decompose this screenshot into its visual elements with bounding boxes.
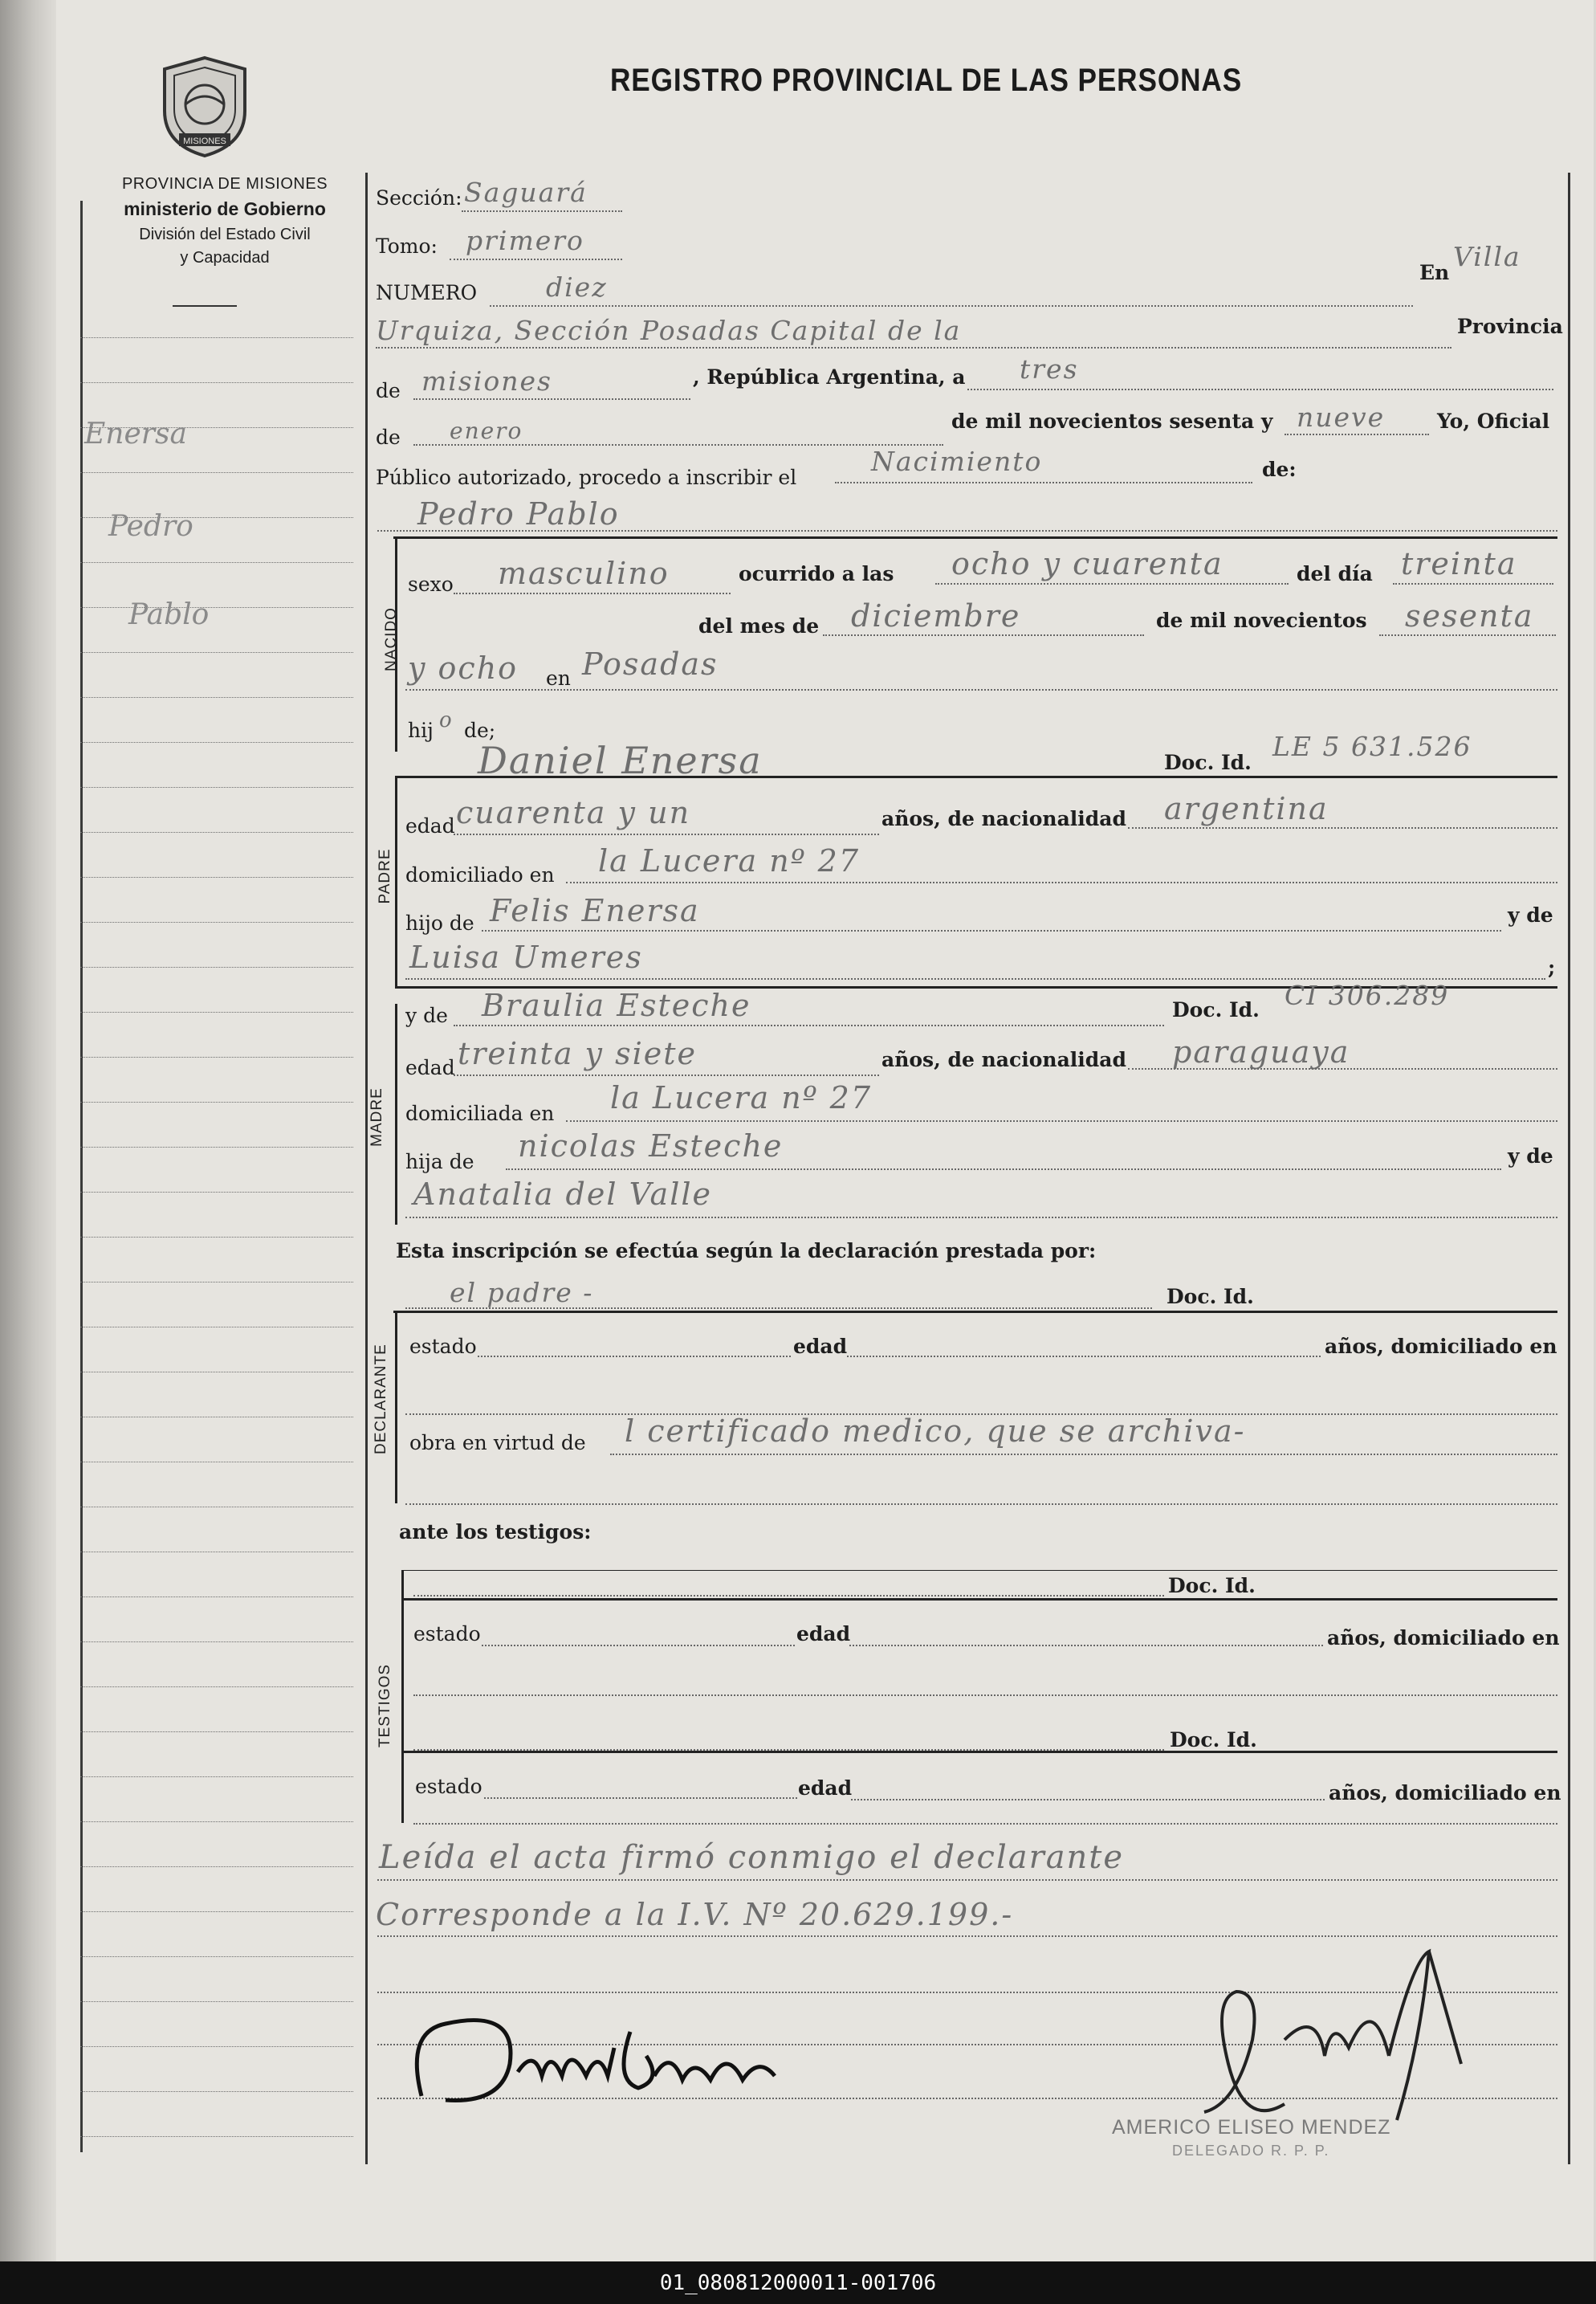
hora-line: [935, 583, 1289, 585]
sexo-label: sexo: [408, 573, 454, 596]
tomo-line: [450, 259, 622, 260]
madre-edad-value: treinta y siete: [458, 1036, 698, 1071]
madre-madre-value: Anatalia del Valle: [413, 1176, 712, 1212]
left-margin-line: [80, 967, 353, 968]
anio-value: nueve: [1297, 402, 1386, 433]
left-margin-line: [80, 2001, 353, 2002]
dia-line: [967, 389, 1553, 390]
publico-label: Público autorizado, procedo a inscribir el: [376, 466, 797, 489]
nombre-value: Pedro Pablo: [417, 496, 620, 532]
left-margin-line: [80, 1596, 353, 1597]
declarante-estado-label: estado: [409, 1335, 477, 1358]
testigos-label: ante los testigos:: [399, 1520, 592, 1543]
padre-top-rule: [395, 776, 1557, 778]
testigo1-estado-label: estado: [413, 1622, 481, 1645]
declarant-signature-icon: [397, 2000, 815, 2120]
nota-2-line: [377, 1935, 1557, 1937]
testigo1-estado-line: [482, 1645, 795, 1646]
official-signature-icon: [1188, 1943, 1477, 2136]
provincia-label: Provincia: [1457, 315, 1563, 338]
testigo2-estado-line: [484, 1797, 797, 1799]
obra-label: obra en virtud de: [409, 1431, 586, 1454]
mes-nac-line: [823, 634, 1144, 636]
testigo2-edad-line: [851, 1799, 1325, 1800]
left-margin-line: [80, 1686, 353, 1687]
yo-oficial-label: Yo, Oficial: [1437, 410, 1550, 433]
left-margin-line: [80, 1821, 353, 1822]
testigos-top-rule: [401, 1570, 1557, 1571]
left-margin-line: [80, 1102, 353, 1103]
testigo1-dom-line: [413, 1694, 1557, 1696]
left-margin-line: [80, 787, 353, 788]
numero-line: [490, 305, 1413, 307]
de-semicolon-label: de;: [464, 719, 496, 742]
left-margin-line: [80, 1866, 353, 1867]
header-divider: [173, 305, 237, 307]
testigo2-edad-label: edad: [798, 1776, 853, 1800]
madre-nac-label: años, de nacionalidad: [881, 1048, 1126, 1071]
declarante-estado-line: [478, 1356, 791, 1357]
testigos-side-label: TESTIGOS: [377, 1663, 393, 1747]
left-margin-line: [80, 607, 353, 608]
obra-line: [610, 1454, 1557, 1455]
testigo1-name-line: [413, 1595, 1164, 1596]
declarante-bottom-line: [405, 1503, 1557, 1505]
seccion-label: Sección:: [376, 186, 462, 210]
nota-1-line: [377, 1879, 1557, 1881]
padre-doc-label: Doc. Id.: [1164, 751, 1252, 774]
padre-nac-value: argentina: [1164, 791, 1329, 826]
declarante-edad-line: [847, 1356, 1321, 1357]
left-margin-line: [80, 562, 353, 563]
lugar-nac-line: [405, 689, 1557, 691]
madre-doc-value: CI 306.289: [1285, 980, 1450, 1011]
left-margin-line: [80, 382, 353, 383]
madre-padre-value: nicolas Esteche: [518, 1128, 784, 1164]
testigo1-anios-label: años, domiciliado en: [1327, 1626, 1560, 1650]
declarante-anios-label: años, domiciliado en: [1325, 1335, 1557, 1358]
padre-hijo-label: hijo de: [405, 911, 474, 935]
nacido-side-label: NACIDO: [383, 607, 400, 671]
document-title: REGISTRO PROVINCIAL DE LAS PERSONAS: [610, 63, 1243, 98]
image-id-bar: [0, 2261, 1596, 2304]
obra-value: l certificado medico, que se archiva-: [625, 1413, 1246, 1449]
office-line-1: PROVINCIA DE MISIONES: [121, 175, 328, 193]
padre-edad-line: [454, 834, 879, 835]
testigo1-edad-label: edad: [796, 1622, 851, 1645]
padre-edad-value: cuarenta y un: [456, 795, 691, 830]
testigo1-edad-line: [849, 1645, 1323, 1646]
de-label-2: de: [376, 426, 401, 449]
nombre-line: [377, 530, 1557, 532]
left-margin-line: [80, 337, 353, 338]
anio-line: [1285, 434, 1429, 435]
lugar-line: [376, 347, 1451, 349]
left-margin-line: [80, 1911, 353, 1912]
margin-given-2: Pablo: [128, 598, 210, 631]
padre-doc-value: LE 5 631.526: [1272, 731, 1472, 762]
nota-1: Leída el acta firmó conmigo el declarante: [379, 1839, 1125, 1876]
nacido-top-rule: [393, 536, 1557, 539]
en-value: Villa: [1453, 241, 1521, 272]
madre-nac-value: paraguaya: [1172, 1034, 1350, 1070]
official-stamp-role: DELEGADO R. P. P.: [1172, 2143, 1330, 2159]
padre-padre-line: [482, 930, 1501, 932]
left-margin-line: [80, 1147, 353, 1148]
seccion-line: [462, 210, 622, 212]
provincia-value: misiones: [421, 365, 552, 397]
de-colon-label: de:: [1262, 458, 1297, 481]
left-margin-line: [80, 877, 353, 878]
acto-value: Nacimiento: [871, 446, 1043, 477]
hijo-suffix: o: [439, 708, 454, 732]
sexo-value: masculino: [498, 556, 670, 591]
left-margin-line: [80, 2136, 353, 2137]
declarante-side-label: DECLARANTE: [373, 1344, 389, 1454]
mes-line: [413, 444, 943, 446]
margin-surname: Enersa: [84, 418, 187, 451]
left-margin-line: [80, 742, 353, 743]
anio-nac2-value: y ocho: [408, 650, 519, 686]
madre-hija-label: hija de: [405, 1150, 474, 1173]
madre-doc-label: Doc. Id.: [1172, 998, 1260, 1022]
padre-dom-line: [566, 882, 1557, 883]
testigo2-rule: [401, 1751, 1557, 1753]
tomo-value: primero: [466, 225, 584, 256]
padre-nac-label: años, de nacionalidad: [881, 807, 1126, 830]
padre-dom-label: domiciliado en: [405, 863, 555, 887]
padre-bar: [395, 776, 397, 989]
testigo2-estado-label: estado: [415, 1775, 482, 1798]
madre-side-label: MADRE: [368, 1087, 385, 1147]
madre-padre-line: [506, 1168, 1501, 1170]
seccion-value: Saguará: [464, 177, 588, 208]
numero-value: diez: [546, 271, 608, 303]
republica-label: , República Argentina, a: [693, 365, 966, 389]
left-margin-line: [80, 1641, 353, 1642]
hijo-label: hij: [408, 719, 434, 742]
dia-nac-value: treinta: [1401, 546, 1517, 581]
del-dia-label: del día: [1297, 562, 1373, 585]
left-margin-line: [80, 1192, 353, 1193]
padre-edad-label: edad: [405, 814, 455, 838]
madre-y-de-label: y de: [1508, 1144, 1553, 1168]
anio-nac-value: sesenta: [1405, 598, 1534, 634]
provincia-line: [413, 398, 690, 400]
provincial-seal-icon: [157, 55, 253, 159]
madre-edad-label: edad: [405, 1056, 455, 1079]
madre-yde-label: y de: [405, 1004, 448, 1027]
left-margin-line: [80, 1057, 353, 1058]
numero-label: NUMERO: [376, 281, 478, 304]
de-mil-label: de mil novecientos sesenta y: [951, 410, 1273, 433]
de-label-1: de: [376, 379, 401, 402]
left-margin-line: [80, 2046, 353, 2047]
left-margin-line: [80, 1012, 353, 1013]
madre-nombre-line: [454, 1025, 1164, 1026]
dia-value: tres: [1020, 353, 1079, 385]
left-margin-line: [80, 1776, 353, 1777]
lugar-value: Urquiza, Sección Posadas Capital de la: [376, 315, 962, 346]
margin-given-1: Pedro: [108, 510, 193, 543]
left-margin-line: [80, 1731, 353, 1732]
left-margin-line: [80, 472, 353, 473]
madre-nac-line: [1128, 1068, 1557, 1070]
madre-madre-line: [405, 1217, 1557, 1218]
madre-bar: [395, 1004, 397, 1225]
anio-nac-line: [1379, 634, 1556, 636]
left-margin-line: [80, 922, 353, 923]
padre-dom-value: la Lucera nº 27: [598, 843, 861, 879]
left-margin-line: [80, 1956, 353, 1957]
lugar-nac-value: Posadas: [582, 646, 719, 682]
mes-nac-value: diciembre: [851, 598, 1021, 634]
office-line-4: y Capacidad: [180, 249, 270, 267]
tomo-label: Tomo:: [376, 234, 438, 258]
padre-madre-value: Luisa Umeres: [409, 940, 643, 975]
madre-dom-line: [566, 1120, 1557, 1122]
testigo2-anios-label: años, domiciliado en: [1329, 1781, 1561, 1804]
madre-dom-label: domiciliada en: [405, 1102, 555, 1125]
declarante-top-rule: [393, 1311, 1557, 1313]
padre-nombre-value: Daniel Enersa: [478, 739, 763, 782]
padre-y-de-label: y de: [1508, 903, 1553, 927]
sexo-line: [454, 593, 731, 594]
mes-value: enero: [450, 418, 523, 444]
dia-nac-line: [1393, 583, 1553, 585]
declaracion-label: Esta inscripción se efectúa según la declaración prestada por:: [396, 1239, 1097, 1262]
declarante-value: el padre -: [450, 1277, 594, 1308]
de-mil-nov-label: de mil novecientos: [1156, 609, 1367, 632]
left-margin-line: [80, 2091, 353, 2092]
seal-label: MISIONES: [183, 137, 226, 146]
testigo2-doc-label: Doc. Id.: [1170, 1728, 1257, 1751]
hora-value: ocho y cuarenta: [951, 546, 1223, 581]
left-margin-line: [80, 697, 353, 698]
testigos-bar: [401, 1570, 404, 1823]
en-nac-label: en: [546, 667, 571, 690]
left-margin-line: [80, 652, 353, 653]
office-line-2: ministerio de Gobierno: [124, 198, 326, 219]
official-stamp-name: AMERICO ELISEO MENDEZ: [1112, 2116, 1391, 2139]
page-edge-shadow: [0, 0, 56, 2261]
padre-side-label: PADRE: [377, 848, 393, 904]
testigo2-dom-line: [413, 1823, 1557, 1825]
declarante-edad-label: edad: [793, 1335, 848, 1358]
madre-edad-line: [454, 1075, 879, 1076]
madre-nombre-value: Braulia Esteche: [482, 988, 751, 1023]
left-margin-line: [80, 832, 353, 833]
en-label: En: [1419, 261, 1450, 284]
padre-semicolon: ;: [1548, 956, 1556, 979]
left-margin-rule: [80, 201, 83, 2152]
madre-dom-value: la Lucera nº 27: [610, 1080, 873, 1115]
office-line-3: División del Estado Civil: [139, 226, 311, 243]
testigo1-doc-label: Doc. Id.: [1168, 1574, 1256, 1597]
acto-line: [835, 482, 1252, 483]
padre-padre-value: Felis Enersa: [490, 893, 700, 928]
testigo1-rule: [401, 1598, 1557, 1601]
ocurrido-label: ocurrido a las: [739, 562, 894, 585]
declarante-line: [405, 1307, 1152, 1309]
nota-2: Corresponde a la I.V. Nº 20.629.199.-: [376, 1897, 1014, 1932]
padre-nac-line: [1128, 827, 1557, 829]
image-id-label: 01_080812000011-001706: [659, 2270, 937, 2295]
declarante-doc-label: Doc. Id.: [1166, 1285, 1254, 1308]
del-mes-label: del mes de: [698, 614, 820, 638]
left-margin-line: [80, 1237, 353, 1238]
declarante-bar: [395, 1311, 397, 1503]
